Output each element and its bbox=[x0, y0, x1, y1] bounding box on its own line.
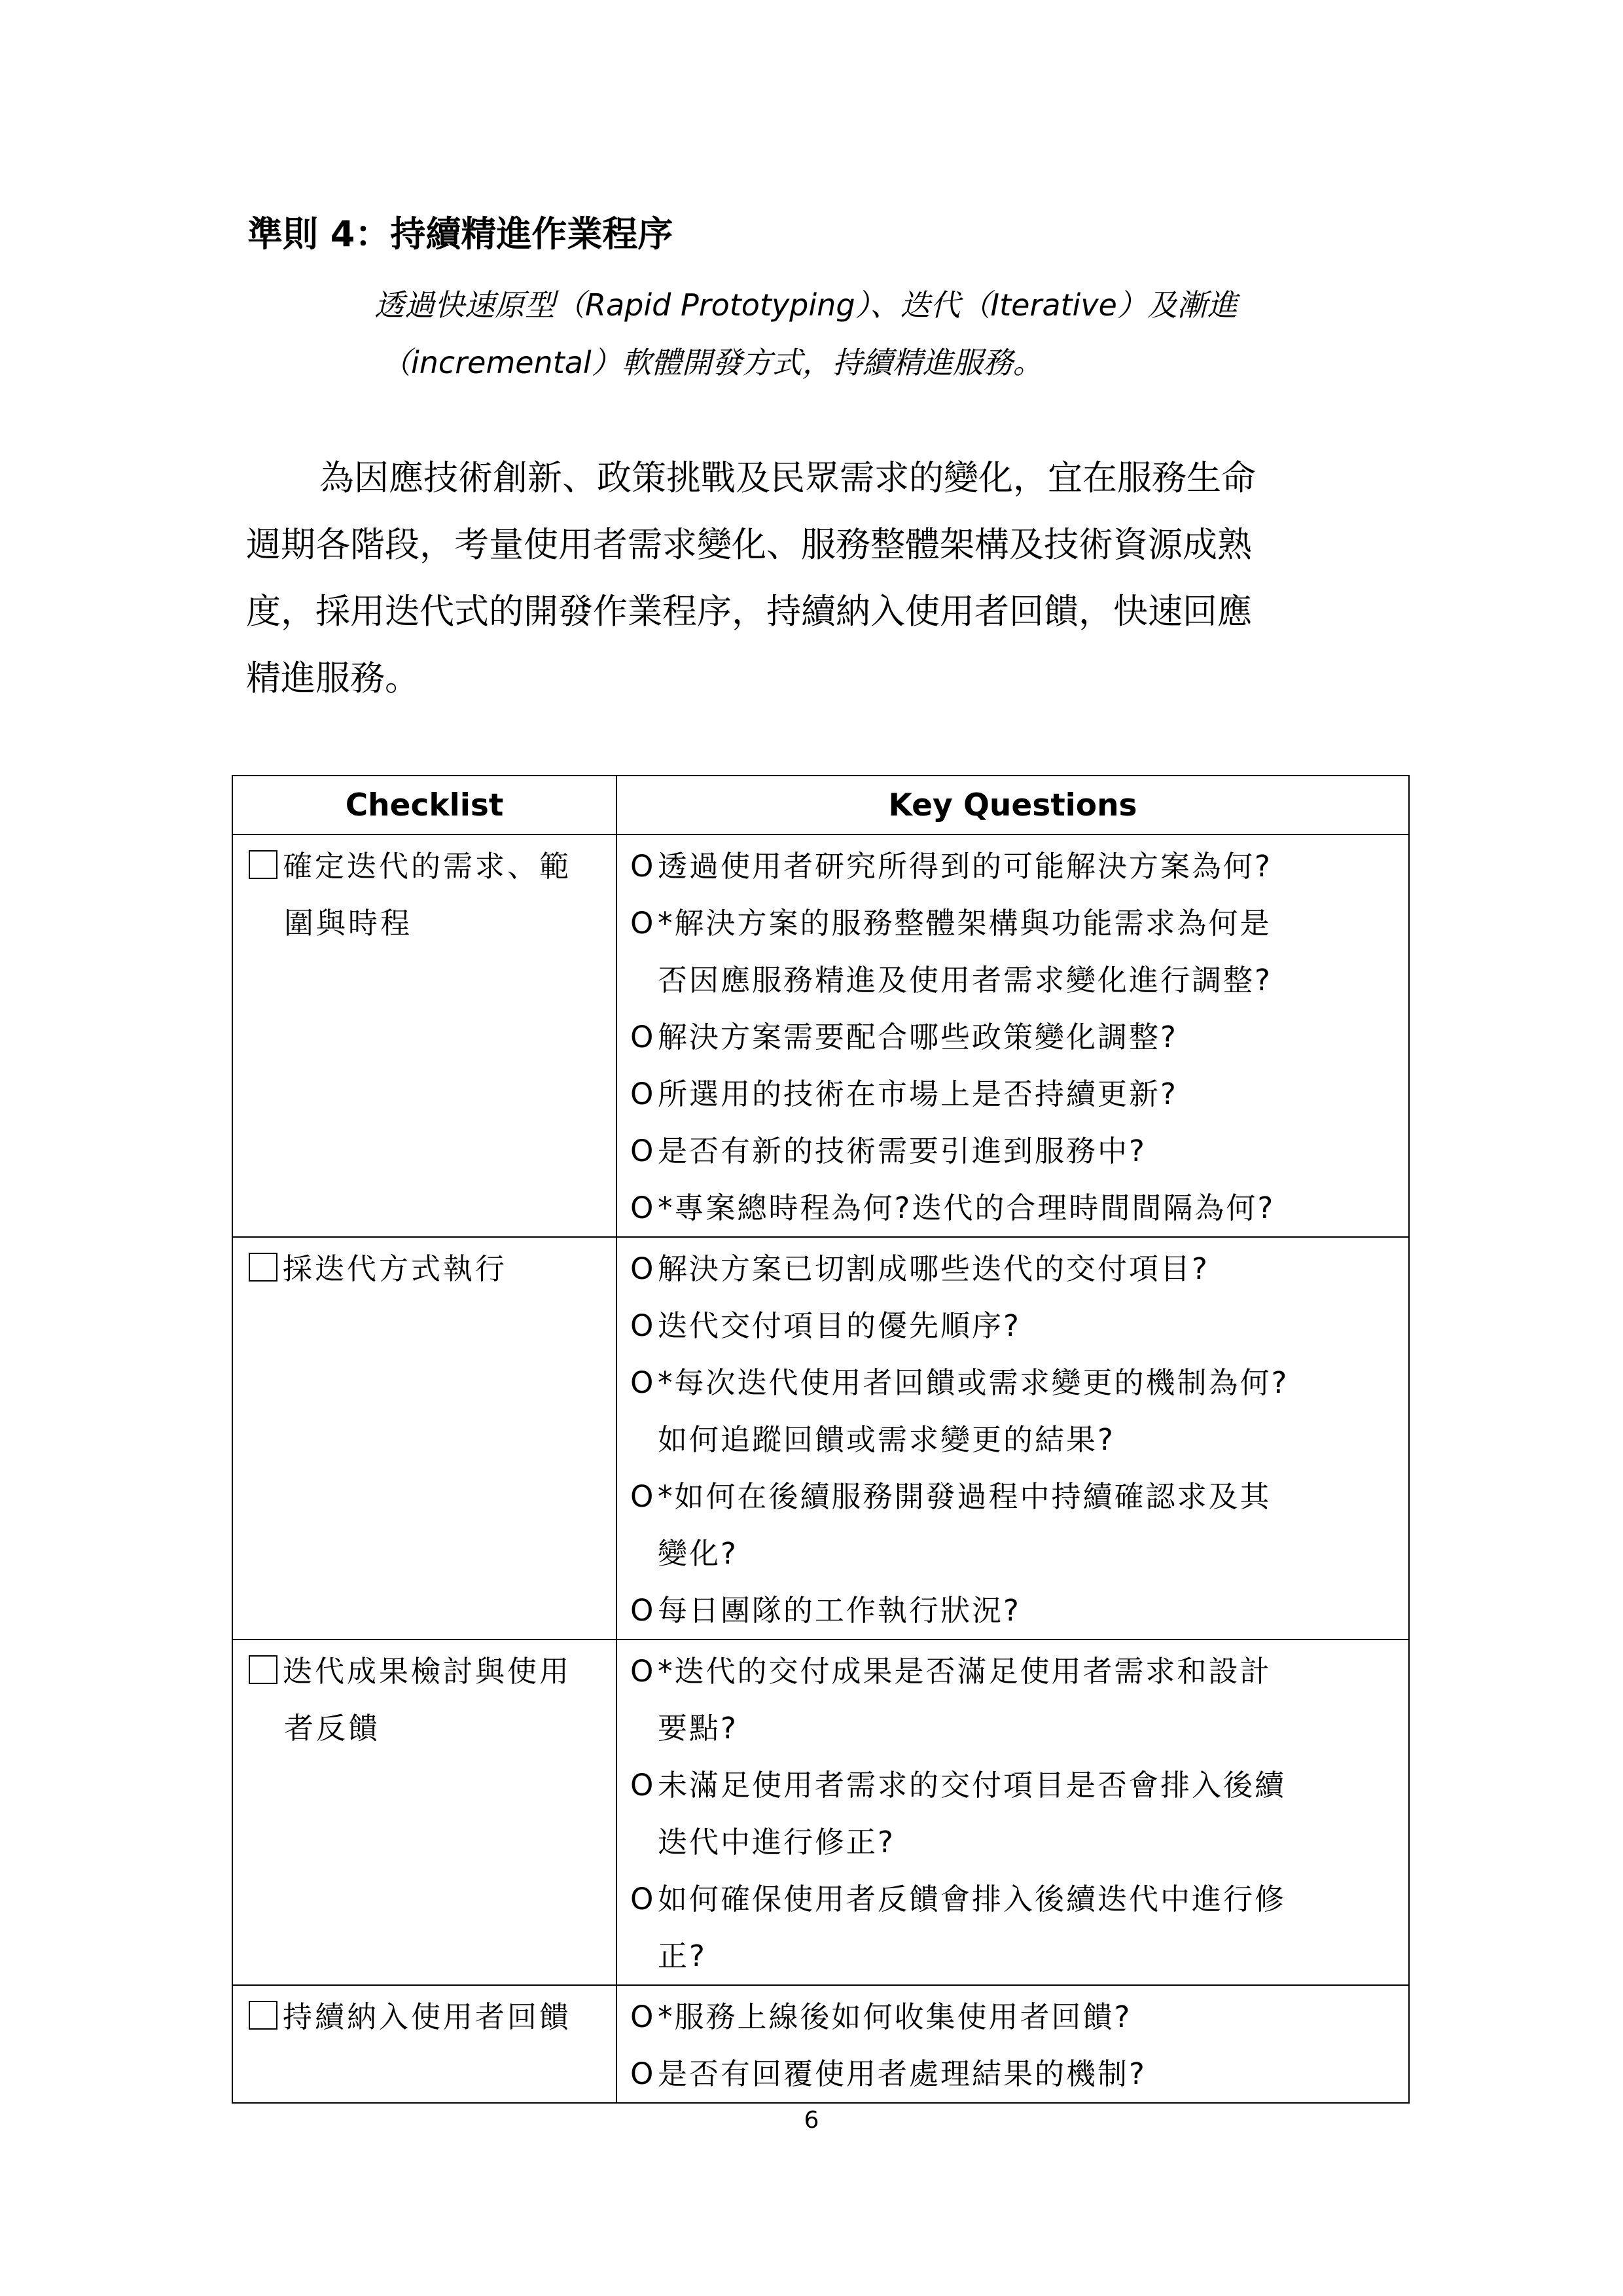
circle-bullet-icon: O bbox=[630, 1768, 656, 1803]
checkbox-icon[interactable] bbox=[249, 1655, 277, 1684]
circle-bullet-icon: O bbox=[630, 1882, 656, 1916]
circle-bullet-icon: O bbox=[630, 1077, 656, 1111]
question-text bbox=[658, 1468, 1403, 1582]
intro-line: 度，採用迭代式的開發作業程序，持續納入使用者回饋，快速回應 bbox=[246, 592, 1252, 632]
circle-bullet-icon: O bbox=[630, 1308, 656, 1343]
checkbox-icon[interactable] bbox=[249, 850, 277, 879]
checklist-line bbox=[249, 1988, 611, 2045]
checklist-item-label: 者反饋 bbox=[284, 1711, 381, 1746]
question-line: 要點? bbox=[658, 1711, 738, 1746]
question-item bbox=[630, 1009, 1403, 1066]
checklist-line bbox=[249, 838, 611, 895]
question-item bbox=[630, 895, 1403, 1009]
question-line: *專案總時程為何?迭代的合理時間間隔為何? bbox=[658, 1191, 1275, 1225]
checklist-line bbox=[249, 1240, 611, 1297]
circle-bullet-icon: O bbox=[630, 1020, 656, 1054]
checkbox-icon[interactable] bbox=[249, 1253, 277, 1282]
circle-bullet-icon: O bbox=[630, 849, 656, 884]
question-item bbox=[630, 1354, 1403, 1468]
question-item bbox=[630, 1757, 1403, 1871]
question-line: *如何在後續服務開發過程中持續確認求及其 bbox=[658, 1479, 1272, 1514]
question-line: 所選用的技術在市場上是否持續更新? bbox=[658, 1077, 1178, 1111]
question-line: 如何追蹤回饋或需求變更的結果? bbox=[658, 1422, 1115, 1457]
question-line: 迭代中進行修正? bbox=[658, 1825, 895, 1859]
question-text bbox=[658, 1988, 1403, 2045]
circle-bullet-icon: O bbox=[630, 1593, 656, 1628]
table-header-row bbox=[232, 776, 1409, 834]
question-item bbox=[630, 1297, 1403, 1354]
key-questions-cell bbox=[616, 1985, 1409, 2103]
question-line: *服務上線後如何收集使用者回饋? bbox=[658, 2000, 1132, 2034]
checklist-item-label: 採迭代方式執行 bbox=[283, 1251, 508, 1286]
checklist-cell bbox=[232, 1985, 616, 2103]
header-key-questions: Key Questions bbox=[616, 776, 1409, 834]
subtitle-line: （incremental）軟體開發方式，持續精進服務。 bbox=[381, 345, 1043, 380]
key-questions-cell bbox=[616, 1640, 1409, 1985]
question-text bbox=[658, 1757, 1403, 1871]
page-title: 準則 4：持續精進作業程序 bbox=[247, 213, 673, 255]
question-line: 否因應服務精進及使用者需求變化進行調整? bbox=[658, 963, 1272, 997]
circle-bullet-icon: O bbox=[630, 2000, 656, 2034]
checklist-item-label: 迭代成果檢討與使用 bbox=[283, 1654, 572, 1689]
question-line: 是否有新的技術需要引進到服務中? bbox=[658, 1134, 1147, 1168]
question-text bbox=[658, 838, 1403, 895]
key-questions-cell bbox=[616, 1237, 1409, 1640]
circle-bullet-icon: O bbox=[630, 1134, 656, 1168]
question-item bbox=[630, 1468, 1403, 1582]
question-text bbox=[658, 2045, 1403, 2102]
question-text bbox=[658, 1122, 1403, 1179]
question-line: 未滿足使用者需求的交付項目是否會排入後續 bbox=[658, 1768, 1287, 1803]
question-item bbox=[630, 1871, 1403, 1984]
question-line: 變化? bbox=[658, 1536, 738, 1571]
question-item bbox=[630, 2045, 1403, 2102]
circle-bullet-icon: O bbox=[630, 906, 656, 941]
question-text bbox=[658, 1179, 1403, 1236]
question-text bbox=[658, 1240, 1403, 1297]
question-item bbox=[630, 1122, 1403, 1179]
principle-subtitle bbox=[374, 276, 1356, 391]
question-item bbox=[630, 1179, 1403, 1236]
checklist-line bbox=[249, 1643, 611, 1700]
checklist-cell bbox=[232, 1640, 616, 1985]
key-questions-cell bbox=[616, 834, 1409, 1237]
question-item bbox=[630, 1988, 1403, 2045]
question-item bbox=[630, 838, 1403, 895]
question-text bbox=[658, 1643, 1403, 1757]
page-number: 6 bbox=[804, 2107, 819, 2134]
intro-line: 週期各階段，考量使用者需求變化、服務整體架構及技術資源成熟 bbox=[246, 525, 1252, 565]
checklist-line bbox=[249, 1700, 611, 1757]
checklist-table bbox=[232, 775, 1410, 2104]
question-line: 如何確保使用者反饋會排入後續迭代中進行修 bbox=[658, 1882, 1287, 1916]
question-line: 迭代交付項目的優先順序? bbox=[658, 1308, 1021, 1343]
circle-bullet-icon: O bbox=[630, 1479, 656, 1514]
question-line: 每日團隊的工作執行狀況? bbox=[658, 1593, 1021, 1628]
question-text bbox=[658, 1871, 1403, 1984]
question-line: *每次迭代使用者回饋或需求變更的機制為何? bbox=[658, 1365, 1289, 1400]
question-line: *解決方案的服務整體架構與功能需求為何是 bbox=[658, 906, 1272, 941]
checklist-item-label: 圍與時程 bbox=[284, 906, 413, 941]
question-text bbox=[658, 1297, 1403, 1354]
question-line: *迭代的交付成果是否滿足使用者需求和設計 bbox=[658, 1654, 1272, 1689]
question-item bbox=[630, 1643, 1403, 1757]
question-line: 解決方案已切割成哪些迭代的交付項目? bbox=[658, 1251, 1209, 1286]
header-checklist: Checklist bbox=[232, 776, 616, 834]
table-row bbox=[232, 1640, 1409, 1985]
circle-bullet-icon: O bbox=[630, 1251, 656, 1286]
checklist-cell bbox=[232, 834, 616, 1237]
checkbox-icon[interactable] bbox=[249, 2001, 277, 2030]
checklist-item-label: 持續納入使用者回饋 bbox=[283, 2000, 572, 2034]
question-item bbox=[630, 1582, 1403, 1639]
question-line: 透過使用者研究所得到的可能解決方案為何? bbox=[658, 849, 1272, 884]
checklist-item-label: 確定迭代的需求、範 bbox=[283, 849, 572, 884]
question-text bbox=[658, 1582, 1403, 1639]
circle-bullet-icon: O bbox=[630, 1365, 656, 1400]
question-text bbox=[658, 1354, 1403, 1468]
question-text bbox=[658, 1066, 1403, 1122]
question-item bbox=[630, 1066, 1403, 1122]
question-line: 是否有回覆使用者處理結果的機制? bbox=[658, 2056, 1147, 2091]
checklist-cell bbox=[232, 1237, 616, 1640]
circle-bullet-icon: O bbox=[630, 1654, 656, 1689]
question-item bbox=[630, 1240, 1403, 1297]
intro-paragraph bbox=[246, 445, 1372, 712]
subtitle-line: 透過快速原型（Rapid Prototyping）、迭代（Iterative）及漸進 bbox=[374, 287, 1238, 323]
question-text bbox=[658, 895, 1403, 1009]
question-line: 正? bbox=[658, 1939, 707, 1973]
intro-line: 精進服務。 bbox=[246, 658, 419, 698]
table-row bbox=[232, 834, 1409, 1237]
circle-bullet-icon: O bbox=[630, 1191, 656, 1225]
table-body bbox=[232, 834, 1409, 2103]
question-text bbox=[658, 1009, 1403, 1066]
table-row bbox=[232, 1237, 1409, 1640]
intro-line: 為因應技術創新、政策挑戰及民眾需求的變化，宜在服務生命 bbox=[319, 458, 1256, 498]
checklist-line bbox=[249, 895, 611, 952]
circle-bullet-icon: O bbox=[630, 2056, 656, 2091]
question-line: 解決方案需要配合哪些政策變化調整? bbox=[658, 1020, 1178, 1054]
table-row bbox=[232, 1985, 1409, 2103]
